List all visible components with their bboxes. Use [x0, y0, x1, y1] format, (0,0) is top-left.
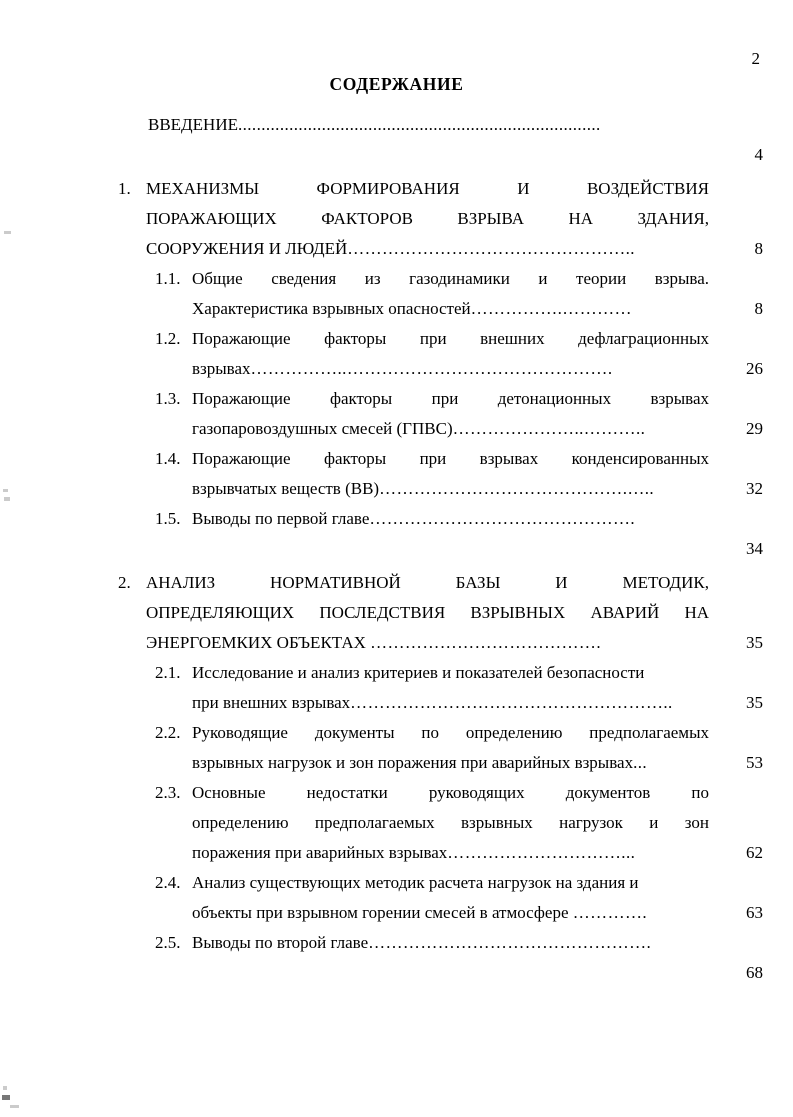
scan-artifact — [2, 1095, 10, 1100]
toc-section-line: взрывчатых веществ (ВВ) — [192, 479, 380, 498]
leader-dots: …………….………… — [470, 299, 632, 318]
toc-chapter-line: АНАЛИЗ НОРМАТИВНОЙ БАЗЫ И МЕТОДИК, — [146, 573, 709, 592]
toc-section-page: 8 — [754, 299, 763, 318]
toc-section-line: Анализ существующих методик расчета нагрузок на здания и — [192, 873, 639, 892]
toc-section-line: Руководящие документы по определению предполагаемых — [192, 723, 709, 742]
toc-section-number: 2.2. — [155, 723, 181, 742]
toc-chapter-line: МЕХАНИЗМЫ ФОРМИРОВАНИЯ И ВОЗДЕЙСТВИЯ — [146, 179, 709, 198]
leader-dots: ………………………………………….. — [347, 239, 635, 258]
toc-section-2-1[interactable] — [0, 658, 793, 718]
toc-section-page: 32 — [746, 479, 763, 498]
toc-section-line: взрывах — [192, 359, 251, 378]
toc-chapter-line: ОПРЕДЕЛЯЮЩИХ ПОСЛЕДСТВИЯ ВЗРЫВНЫХ АВАРИЙ НА — [146, 603, 709, 622]
toc-chapter-1[interactable] — [0, 174, 793, 264]
toc-section-page: 62 — [746, 843, 763, 862]
toc-entry-page: 4 — [754, 145, 763, 164]
leader-dots: ... — [633, 753, 648, 772]
toc-section-line: определению предполагаемых взрывных нагрузок и зон — [192, 813, 709, 832]
toc-chapter-number: 2. — [118, 573, 131, 592]
toc-section-line: взрывных нагрузок и зон поражения при аварийных взрывах — [192, 753, 634, 772]
toc-section-number: 1.1. — [155, 269, 181, 288]
toc-section-1-1[interactable] — [0, 264, 793, 324]
toc-section-number: 1.2. — [155, 329, 181, 348]
toc-section-line: Поражающие факторы при взрывах конденсированных — [192, 449, 709, 468]
toc-section-number: 1.5. — [155, 509, 181, 528]
toc-chapter-2[interactable] — [0, 568, 793, 658]
toc-section-line: Выводы по второй главе — [192, 933, 369, 952]
leader-dots: …………………………………………. — [368, 933, 652, 952]
toc-chapter-page: 8 — [754, 239, 763, 258]
page-number-folio: 2 — [751, 49, 760, 68]
toc-section-1-3[interactable] — [0, 384, 793, 444]
toc-section-page: 68 — [746, 963, 763, 982]
toc-section-line: Основные недостатки руководящих документов по — [192, 783, 709, 802]
toc-entry-introduction[interactable] — [0, 110, 793, 164]
toc-section-number: 1.3. — [155, 389, 181, 408]
leader-dots: ……………………………………………….. — [350, 693, 673, 712]
toc-section-number: 2.4. — [155, 873, 181, 892]
leader-dots: …………………………... — [447, 843, 636, 862]
toc-section-line: Выводы по первой главе — [192, 509, 370, 528]
leader-dots: …………………………………. — [370, 633, 601, 652]
toc-section-2-2[interactable] — [0, 718, 793, 778]
page-title: СОДЕРЖАНИЕ — [329, 74, 464, 94]
toc-section-2-5[interactable] — [0, 928, 793, 982]
toc-section-2-3[interactable] — [0, 778, 793, 868]
toc-section-2-4[interactable] — [0, 868, 793, 928]
leader-dots: …………. — [572, 903, 648, 922]
leader-dots: …………………………………….….. — [379, 479, 655, 498]
scan-artifact — [10, 1105, 19, 1108]
toc-section-line: Общие сведения из газодинамики и теории взрыва. — [192, 269, 709, 288]
toc-section-line: поражения при аварийных взрывах — [192, 843, 448, 862]
scan-artifact — [3, 1086, 7, 1090]
toc-section-line: Характеристика взрывных опасностей — [192, 299, 471, 318]
toc-chapter-line: СООРУЖЕНИЯ И ЛЮДЕЙ — [146, 239, 348, 258]
toc-section-line: газопаровоздушных смесей (ГПВС) — [192, 419, 453, 438]
toc-section-page: 29 — [746, 419, 763, 438]
toc-section-page: 53 — [746, 753, 763, 772]
leader-dots: …………………..……….. — [452, 419, 646, 438]
leader-dots: .............................................................................. — [237, 115, 601, 134]
toc-section-line: объекты при взрывном горении смесей в атмосфере — [192, 903, 573, 922]
toc-section-number: 2.5. — [155, 933, 181, 952]
toc-section-1-2[interactable] — [0, 324, 793, 384]
toc-section-line: при внешних взрывах — [192, 693, 351, 712]
toc-chapter-line: ПОРАЖАЮЩИХ ФАКТОРОВ ВЗРЫВА НА ЗДАНИЯ, — [146, 209, 709, 228]
toc-section-1-5[interactable] — [0, 504, 793, 558]
toc-chapter-number: 1. — [118, 179, 131, 198]
leader-dots: ………………………………………. — [369, 509, 636, 528]
toc-section-1-4[interactable] — [0, 444, 793, 504]
toc-chapter-line: ЭНЕРГОЕМКИХ ОБЪЕКТАХ — [146, 633, 371, 652]
toc-section-page: 34 — [746, 539, 763, 558]
table-of-contents — [0, 110, 793, 982]
toc-section-page: 26 — [746, 359, 763, 378]
toc-section-number: 2.3. — [155, 783, 181, 802]
toc-section-page: 63 — [746, 903, 763, 922]
toc-section-line: Исследование и анализ критериев и показателей безопасности — [192, 663, 645, 682]
toc-section-page: 35 — [746, 693, 763, 712]
toc-entry-label: ВВЕДЕНИЕ — [148, 115, 238, 134]
leader-dots: ……………..………………………………………. — [250, 359, 613, 378]
toc-section-number: 2.1. — [155, 663, 181, 682]
toc-section-line: Поражающие факторы при детонационных взрывах — [192, 389, 709, 408]
toc-chapter-page: 35 — [746, 633, 763, 652]
toc-section-number: 1.4. — [155, 449, 181, 468]
toc-section-line: Поражающие факторы при внешних дефлаграционных — [192, 329, 709, 348]
